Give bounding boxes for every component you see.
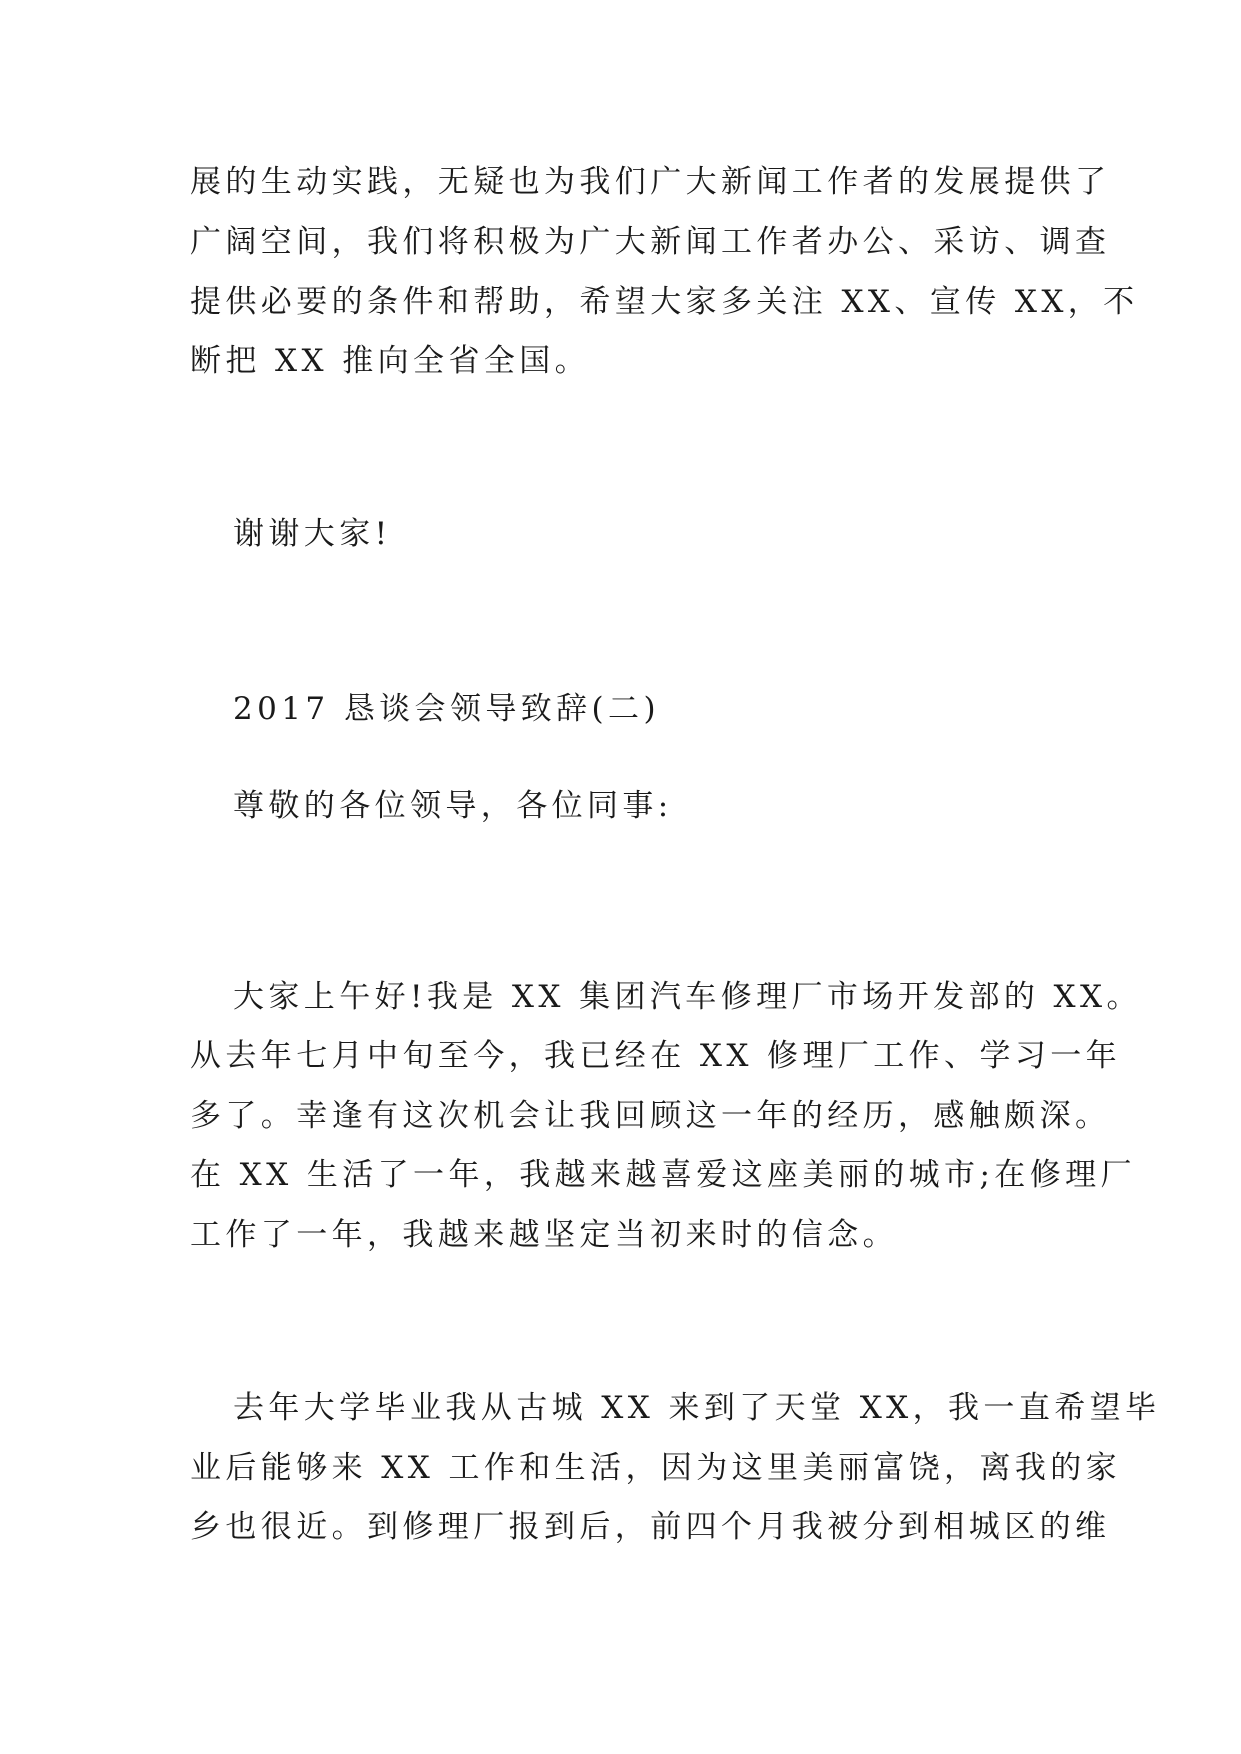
thanks-line: 谢谢大家!	[233, 516, 392, 552]
paragraph-line: 工作了一年，我越来越坚定当初来时的信念。	[190, 1217, 898, 1253]
paragraph-line: 断把 XX 推向全省全国。	[190, 343, 591, 379]
paragraph-line: 在 XX 生活了一年，我越来越喜爱这座美丽的城市;在修理厂	[190, 1157, 1136, 1193]
paragraph-line: 展的生动实践，无疑也为我们广大新闻工作者的发展提供了	[190, 164, 1111, 200]
paragraph-line: 业后能够来 XX 工作和生活，因为这里美丽富饶，离我的家	[190, 1450, 1122, 1486]
paragraph-line: 提供必要的条件和帮助，希望大家多关注 XX、宣传 XX，不	[190, 284, 1139, 320]
paragraph-line: 去年大学毕业我从古城 XX 来到了天堂 XX，我一直希望毕	[233, 1390, 1161, 1426]
section-heading: 2017 恳谈会领导致辞(二)	[233, 691, 660, 727]
paragraph-line: 乡也很近。到修理厂报到后，前四个月我被分到相城区的维	[190, 1509, 1111, 1545]
paragraph-line: 广阔空间，我们将积极为广大新闻工作者办公、采访、调查	[190, 224, 1111, 260]
paragraph-line: 多了。幸逢有这次机会让我回顾这一年的经历，感触颇深。	[190, 1098, 1111, 1134]
paragraph-line: 大家上午好!我是 XX 集团汽车修理厂市场开发部的 XX。	[233, 979, 1142, 1015]
paragraph-line: 从去年七月中旬至今，我已经在 XX 修理厂工作、学习一年	[190, 1038, 1122, 1074]
salutation: 尊敬的各位领导，各位同事:	[233, 788, 673, 824]
